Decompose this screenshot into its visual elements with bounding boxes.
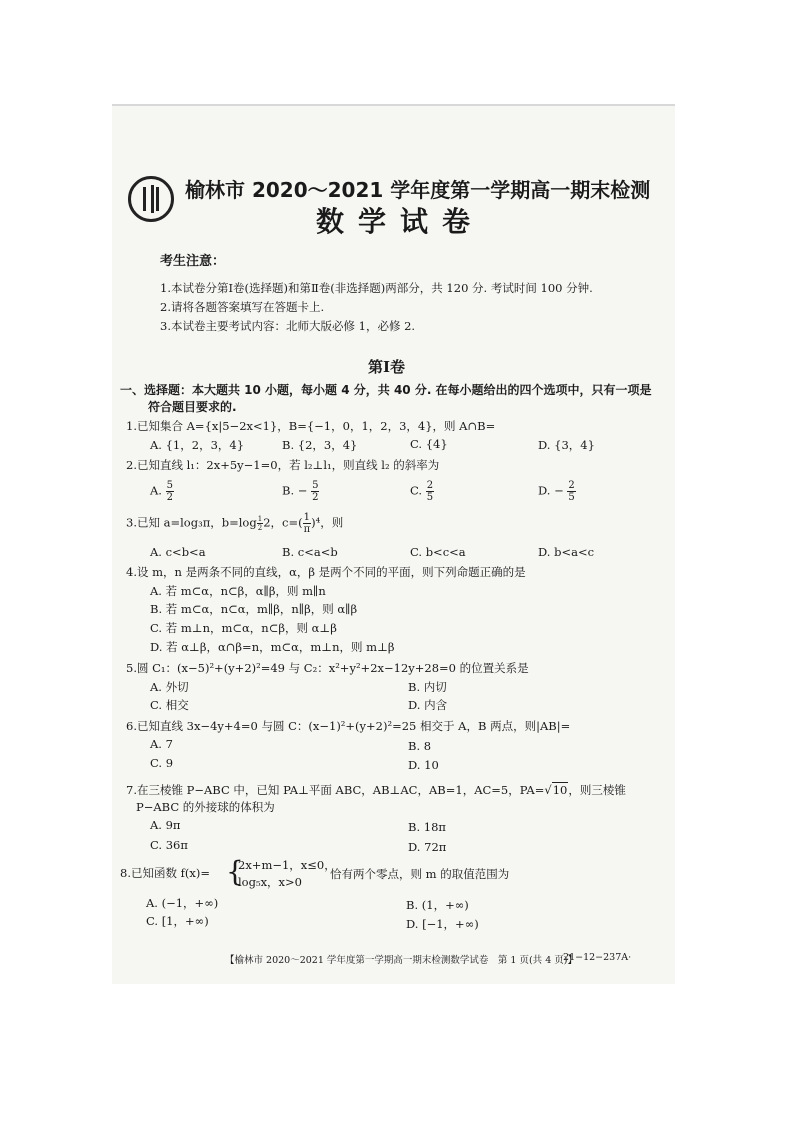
option-c bbox=[410, 480, 434, 503]
option-d: D. 10 bbox=[408, 758, 439, 772]
denominator: 2 bbox=[166, 492, 173, 503]
stem-part: )⁴，则 bbox=[311, 515, 344, 530]
option-c: C. {4} bbox=[410, 437, 448, 451]
option-d: D. 72π bbox=[408, 840, 447, 854]
option-a: A. 外切 bbox=[150, 680, 189, 694]
stem-part: 7.在三棱锥 P−ABC 中，已知 PA⊥平面 ABC，AB⊥AC，AB=1，AC=5，PA=√ bbox=[126, 783, 552, 797]
piecewise-brace: { bbox=[226, 855, 244, 888]
piecewise-case: 2x+m−1，x≤0， bbox=[238, 858, 336, 872]
option-b bbox=[282, 480, 319, 503]
option-a: A. 7 bbox=[150, 737, 173, 751]
question-stem: 1.已知集合 A={x|5−2x<1}，B={−1，0，1，2，3，4}，则 A∩B= bbox=[126, 419, 496, 433]
option-letter: D. − bbox=[538, 483, 564, 498]
question-stem bbox=[126, 512, 343, 535]
denominator: 5 bbox=[568, 492, 575, 503]
question-stem: 8.已知函数 f(x)= bbox=[120, 866, 210, 880]
option-c: C. 若 m⊥n，m⊂α，n⊂β，则 α⊥β bbox=[150, 621, 337, 635]
option-c: C. [1，+∞) bbox=[146, 914, 209, 928]
notice-heading: 考生注意： bbox=[160, 254, 226, 269]
option-c: C. 相交 bbox=[150, 698, 189, 712]
option-b: B. c<a<b bbox=[282, 545, 338, 559]
stem-part: 3.已知 a=log₃π，b=log bbox=[126, 515, 257, 530]
part-instruction: 一、选择题：本大题共 10 小题，每小题 4 分，共 40 分. 在每小题给出的四个选项中，只有一项是 bbox=[120, 383, 652, 397]
option-d: D. b<a<c bbox=[538, 545, 595, 559]
question-stem: 5.圆 C₁：(x−5)²+(y+2)²=49 与 C₂：x²+y²+2x−12y+28=0 的位置关系是 bbox=[126, 661, 529, 675]
exam-title: 榆林市 2020～2021 学年度第一学期高一期末检测 bbox=[185, 178, 651, 202]
stem-part: ，则三棱锥 bbox=[568, 783, 626, 797]
option-b: B. {2，3，4} bbox=[282, 438, 358, 452]
option-a: A. {1，2，3，4} bbox=[150, 438, 245, 452]
section-title: 第Ⅰ卷 bbox=[368, 358, 406, 376]
numerator: 1 bbox=[303, 512, 311, 523]
fraction bbox=[166, 480, 174, 503]
numerator: 2 bbox=[426, 480, 434, 491]
scan-edge-shadow bbox=[112, 104, 675, 106]
option-c: C. 9 bbox=[150, 756, 174, 770]
option-a bbox=[150, 480, 174, 503]
question-stem: 6.已知直线 3x−4y+4=0 与圆 C：(x−1)²+(y+2)²=25 相交于 A，B 两点，则|AB|= bbox=[126, 719, 571, 733]
exam-subtitle: 数学试卷 bbox=[316, 205, 485, 238]
numerator: 1 bbox=[257, 514, 263, 523]
fraction bbox=[303, 512, 312, 535]
question-stem: 2.已知直线 l₁：2x+5y−1=0，若 l₂⊥l₁，则直线 l₂ 的斜率为 bbox=[126, 458, 440, 472]
numerator: 2 bbox=[568, 480, 575, 491]
denominator: 5 bbox=[426, 492, 434, 503]
option-c: C. 36π bbox=[150, 838, 188, 852]
question-stem: 4.设 m，n 是两条不同的直线，α，β 是两个不同的平面，则下列命题正确的是 bbox=[126, 565, 526, 579]
notice-item: 3.本试卷主要考试内容：北师大版必修 1，必修 2. bbox=[160, 319, 416, 333]
piecewise-case: log₅x，x>0 bbox=[238, 875, 302, 889]
denominator: 2 bbox=[312, 492, 319, 503]
notice-item: 2.请将各题答案填写在答题卡上. bbox=[160, 300, 325, 314]
fraction bbox=[311, 480, 319, 503]
option-a: A. 9π bbox=[150, 818, 181, 832]
option-a: A. c<b<a bbox=[150, 545, 206, 559]
question-stem: 恰有两个零点，则 m 的取值范围为 bbox=[330, 867, 510, 881]
option-d bbox=[538, 480, 576, 503]
question-stem-line2: P−ABC 的外接球的体积为 bbox=[136, 800, 275, 814]
school-logo-icon bbox=[128, 176, 174, 222]
notice-item: 1.本试卷分第Ⅰ卷(选择题)和第Ⅱ卷(非选择题)两部分，共 120 分. 考试时间 100 分钟. bbox=[160, 281, 593, 295]
fraction bbox=[567, 480, 575, 503]
fraction bbox=[426, 480, 434, 503]
denominator: 2 bbox=[257, 523, 263, 532]
option-b: B. 8 bbox=[408, 739, 432, 753]
option-b: B. 内切 bbox=[408, 680, 447, 694]
exam-code: ·21−12−237A· bbox=[560, 952, 632, 963]
option-letter: C. bbox=[410, 483, 423, 498]
option-d: D. {3，4} bbox=[538, 438, 595, 452]
stem-part: 2，c=( bbox=[263, 515, 303, 530]
option-letter: B. − bbox=[282, 483, 308, 498]
part-instruction: 符合题目要求的. bbox=[148, 400, 237, 414]
option-b: B. 18π bbox=[408, 820, 446, 834]
option-c: C. b<c<a bbox=[410, 545, 466, 559]
denominator: π bbox=[303, 524, 311, 535]
option-d: D. 内含 bbox=[408, 698, 448, 712]
option-b: B. 若 m⊂α，n⊂α，m∥β，n∥β，则 α∥β bbox=[150, 602, 358, 616]
option-letter: A. bbox=[150, 483, 162, 498]
question-stem bbox=[126, 782, 626, 798]
option-b: B. (1，+∞) bbox=[406, 898, 469, 912]
option-d: D. [−1，+∞) bbox=[406, 917, 479, 931]
numerator: 5 bbox=[312, 480, 319, 491]
option-d: D. 若 α⊥β，α∩β=n，m⊂α，m⊥n，则 m⊥β bbox=[150, 640, 395, 654]
option-a: A. (−1，+∞) bbox=[146, 896, 219, 910]
page-footer: 【榆林市 2020～2021 学年度第一学期高一期末检测数学试卷 第 1 页(共 4 页)】 bbox=[225, 955, 577, 966]
option-a: A. 若 m⊂α，n⊂β，α∥β，则 m∥n bbox=[150, 584, 326, 598]
sqrt-value: 10 bbox=[552, 783, 568, 797]
numerator: 5 bbox=[166, 480, 173, 491]
